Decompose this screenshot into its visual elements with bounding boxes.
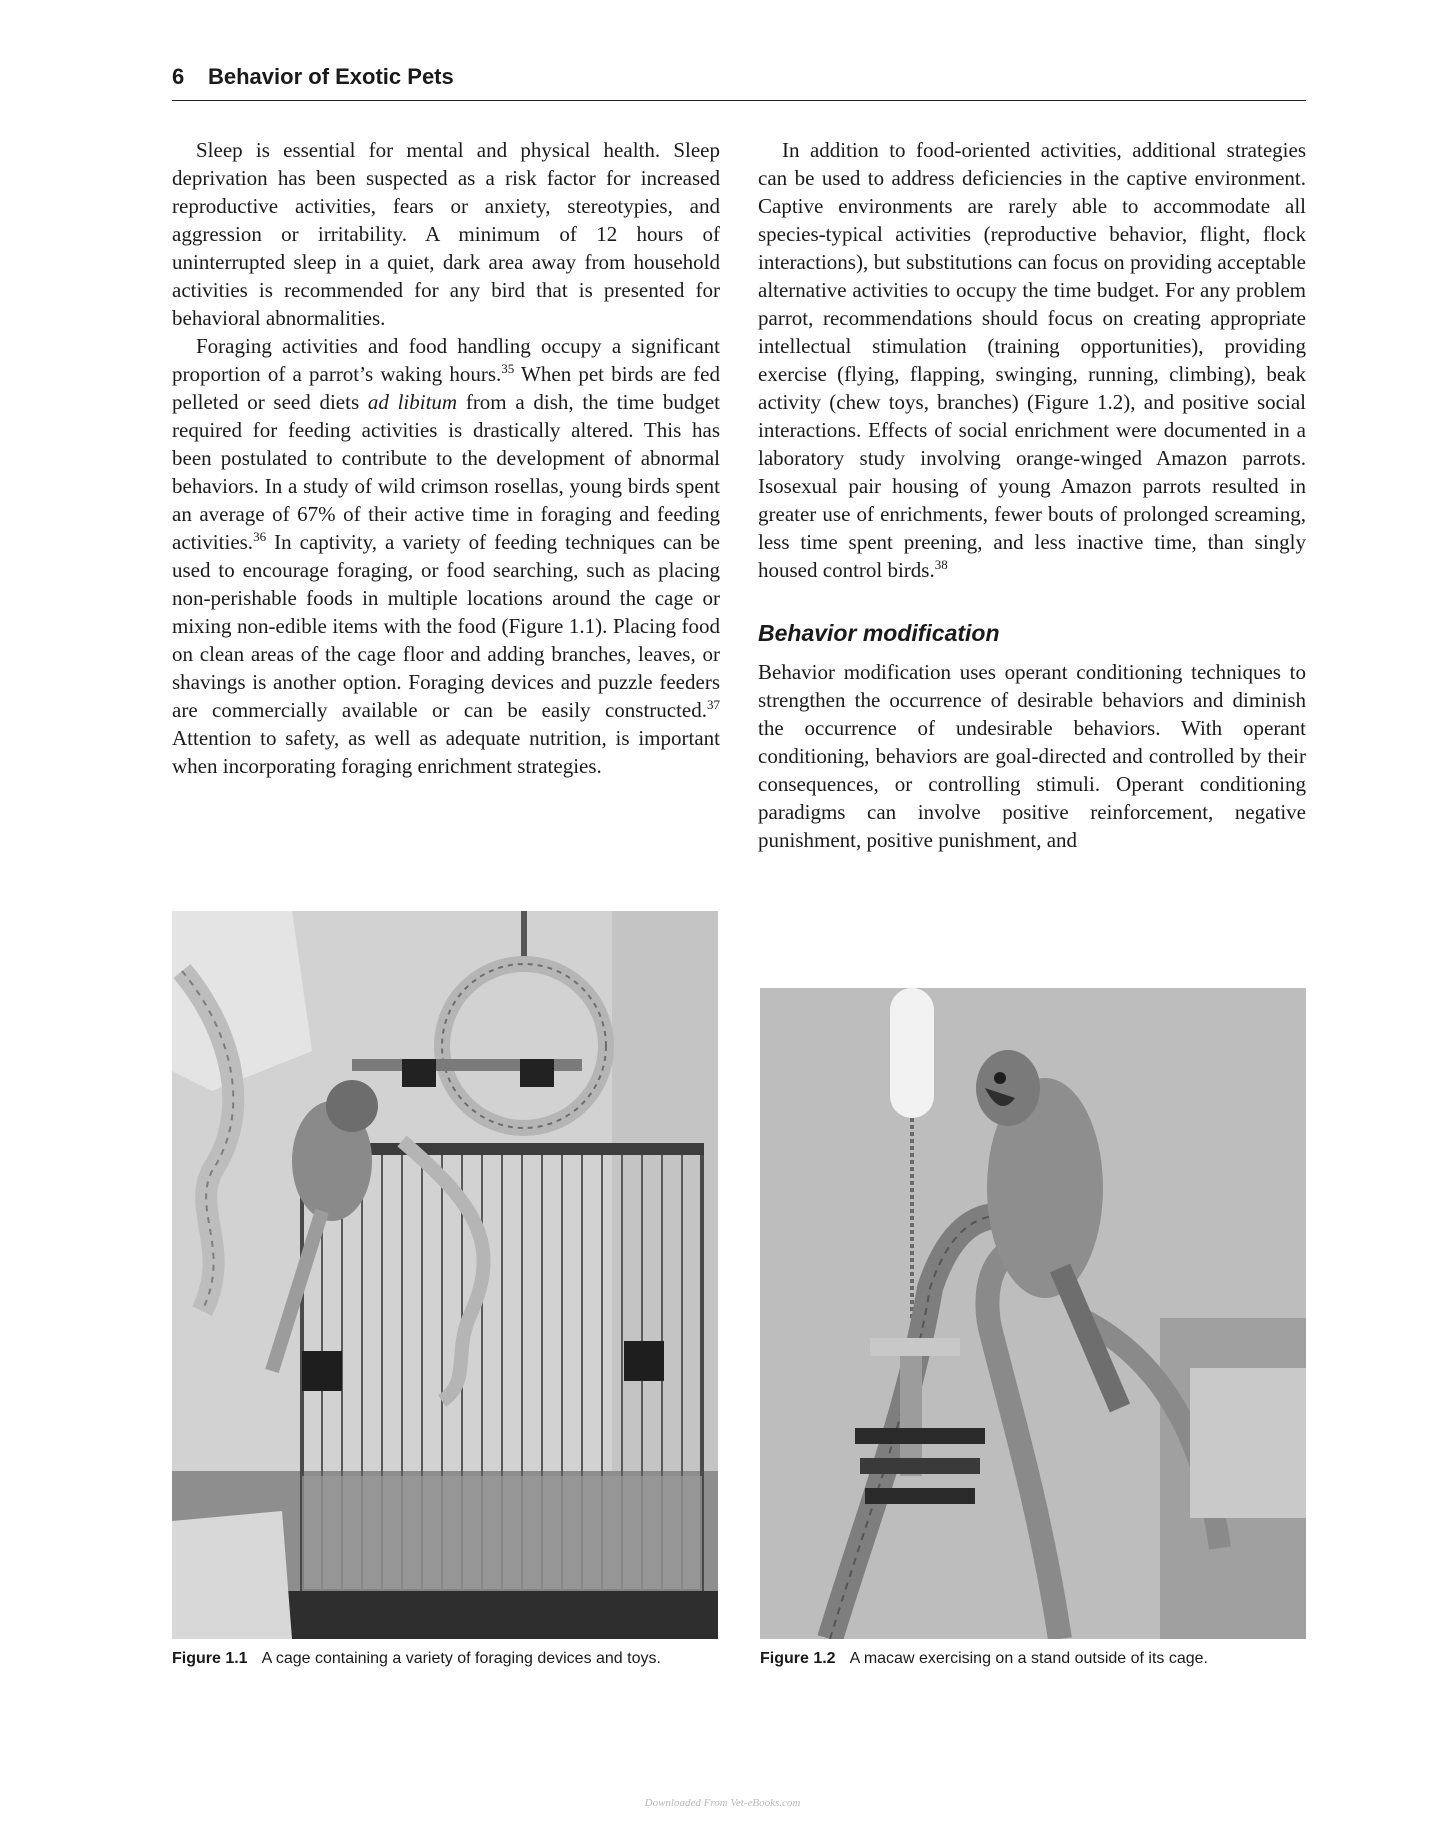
caption-text: A cage containing a variety of foraging devices and toys. <box>261 1650 661 1667</box>
footer-watermark: Downloaded From Vet-eBooks.com <box>644 1797 801 1809</box>
text-run: In addition to food-oriented activities, additional strategies can be used to address deficiencies in the captive environment. Captive environments are rarely able to accommodate all species-typical activities (reproductive behavior, flight, flock interactions), but substitutions can focus on providing acceptable alternative activities to occupy the time budget. For any problem parrot, recommendations should focus on creating appropriate intellectual stimulation (training opportunities), providing exercise (flying, flapping, swinging, running, climbing), beak activity (chew toys, branches) (Figure 1.2), and positive social interactions. Effects of social enrichment were documented in a laboratory study involving orange-winged Amazon parrots. Isosexual pair housing of young Amazon parrots resulted in greater use of enrichments, fewer bouts of prolonged screaming, less time spent preening, and less inactive time, than singly housed control birds. <box>758 138 1306 582</box>
right-column <box>758 136 1306 854</box>
text-run: Foraging activities and food handling occupy a significant proportion of a parrot’s waking hours. <box>172 334 720 386</box>
cage-photo <box>172 911 718 1639</box>
running-header <box>172 60 1306 101</box>
text-run: When pet birds are fed pelleted or seed diets <box>172 362 720 414</box>
figure-label: Figure 1.2 <box>760 1650 836 1667</box>
text-run: from a dish, the time budget required for feeding activities is drastically altered. This has been postulated to contribute to the development of abnormal behaviors. In a study of wild crimson rosellas, young birds spent an average of 67% of their active time in foraging and feeding activities. <box>172 390 720 554</box>
page-number: 6 <box>172 64 185 89</box>
figure-1-1-photo <box>172 911 718 1639</box>
figure-1-2-photo <box>760 988 1306 1639</box>
text-run: In captivity, a variety of feeding techniques can be used to encourage foraging, or food searching, such as placing non-perishable foods in multiple locations around the cage or mixing non-edible items with the food (Figure 1.1). Placing food on clean areas of the cage floor and adding branches, leaves, or shavings is another option. Foraging devices and puzzle feeders are commercially available or can be easily constructed. <box>172 530 720 722</box>
figure-1-2-caption <box>760 1650 1208 1668</box>
macaw-photo <box>760 988 1306 1639</box>
paragraph-sleep: Sleep is essential for mental and physical health. Sleep deprivation has been suspected as a risk factor for increased reproductive activities, fears or anxiety, stereotypies, and aggression or irritability. A minimum of 12 hours of uninterrupted sleep in a quiet, dark area away from household activities is recommended for any bird that is presented for behavioral abnormalities. <box>172 138 720 330</box>
italic-term: ad libitum <box>367 390 458 414</box>
running-title: Behavior of Exotic Pets <box>208 64 454 89</box>
paragraph-enrichment <box>758 136 1306 584</box>
paragraph-foraging <box>172 332 720 780</box>
citation-37: 37 <box>707 697 720 712</box>
citation-38: 38 <box>934 557 948 572</box>
left-column <box>172 136 720 780</box>
caption-text: A macaw exercising on a stand outside of its cage. <box>849 1650 1208 1667</box>
text-run: Attention to safety, as well as adequate nutrition, is important when incorporating foraging enrichment strategies. <box>172 726 720 778</box>
figure-1-1-caption <box>172 1650 661 1668</box>
figure-label: Figure 1.1 <box>172 1650 248 1667</box>
citation-35: 35 <box>501 361 515 376</box>
paragraph-behavior-modification: Behavior modification uses operant conditioning techniques to strengthen the occurrence of desirable behaviors and diminish the occurrence of undesirable behaviors. With operant conditioning, behaviors are goal-directed and controlled by their consequences, or controlling stimuli. Operant conditioning paradigms can involve positive reinforcement, negative punishment, positive punishment, and <box>758 660 1306 852</box>
citation-36: 36 <box>253 529 267 544</box>
section-heading: Behavior modification <box>758 620 1000 646</box>
